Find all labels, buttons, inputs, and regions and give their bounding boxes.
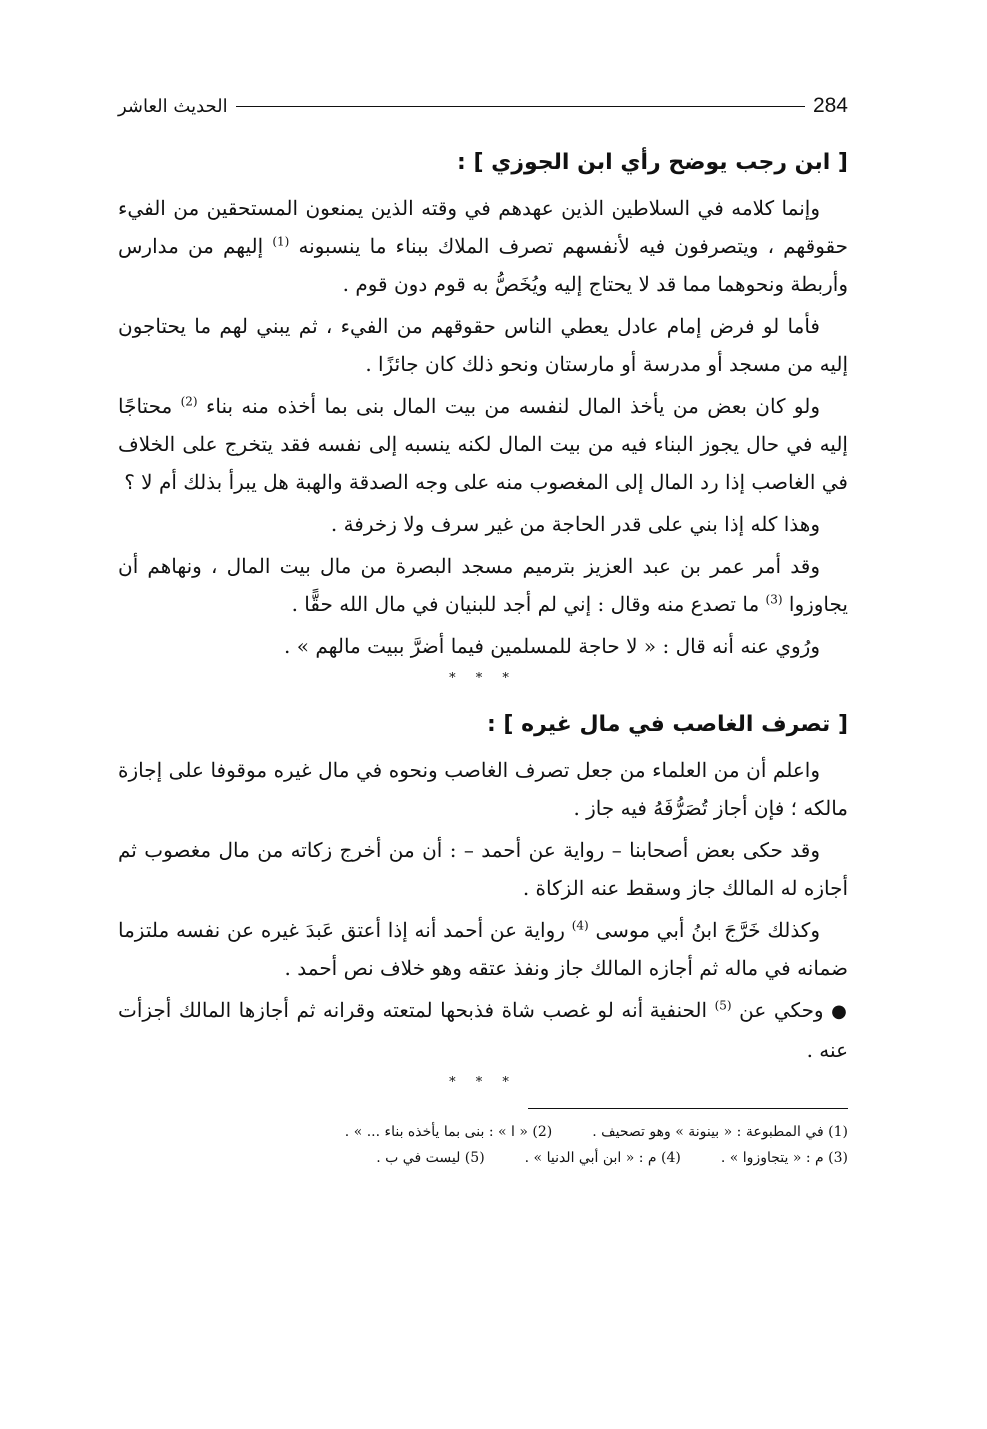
paragraph: فأما لو فرض إمام عادل يعطي الناس حقوقهم من الفيء ، ثم يبني لهم ما يحتاجون إليه من مسجد أو مدرسة أو مارستان ونحو ذلك كان جائزًا . [118, 314, 848, 376]
running-title: الحديث العاشر [118, 95, 228, 117]
footnote-5: (5) ليست في ب . [376, 1150, 485, 1166]
paragraph: وكذلك خَرَّجَ ابنُ أبي موسى $^{(4)}$ رواية عن أحمد أنه إذا أعتق عَبدَ غيره عن نفسه ملتزما ضمانه في ماله ثم أجازه المالك جاز ونفذ عتقه وهو خلاف نص أحمد . [118, 918, 848, 980]
paragraph: وهذا كله إذا بني على قدر الحاجة من غير سرف ولا زخرفة . [330, 512, 820, 536]
running-header [118, 88, 848, 124]
section-separator: * * * [449, 1075, 517, 1090]
paragraph: واعلم أن من العلماء من جعل تصرف الغاصب ونحوه في مال غيره موقوفا على إجازة مالكه ؛ فإن أجاز تُصَرُّفَهُ فيه جاز . [118, 758, 848, 820]
paragraph: ● وحكي عن $^{(5)}$ الحنفية أنه لو غصب شاة فذبحها لمتعته وقرانه ثم أجازها المالك أجزأت عنه . [118, 998, 849, 1062]
footnote-1: (1) في المطبوعة : « بينونة » وهو تصحيف . [592, 1124, 848, 1140]
paragraph: وقد أمر عمر بن عبد العزيز بترميم مسجد البصرة من مال بيت المال ، ونهاهم أن يجاوزوا $^{(3)}$ ما تصدع منه وقال : إني لم أجد للبنيان في مال الله حقًّا . [118, 554, 848, 616]
footnote-ref: (5) [714, 998, 732, 1013]
footnotes [118, 1119, 848, 1171]
footnote-2: (2) « ا » : بنى بما يأخذه بناء ... » . [344, 1124, 553, 1140]
paragraph: ورُوي عنه أنه قال : « لا حاجة للمسلمين فيما أضرَّ ببيت مالهم » . [284, 634, 820, 658]
footnote-4: (4) م : « ابن أبي الدنيا » . [524, 1150, 681, 1166]
footnote-ref: (3) [765, 592, 783, 607]
footnote-3: (3) م : « يتجاوزوا » . [720, 1150, 848, 1166]
footnote-ref: (2) [180, 394, 198, 409]
section-heading-usurper: [ تصرف الغاصب في مال غيره ] : [486, 712, 848, 737]
paragraph: وقد حكى بعض أصحابنا – رواية عن أحمد – : أن من أخرج زكاته من مال مغصوب ثم أجازه له المالك جاز وسقط عنه الزكاة . [118, 838, 848, 900]
paragraph: ولو كان بعض من يأخذ المال لنفسه من بيت المال بنى بما أخذه منه بناء $^{(2)}$ محتاجًا إليه في حال يجوز البناء فيه من بيت المال لكنه ينسبه إلى نفسه فقد يتخرج على الخلاف في الغاصب إذا رد المال إلى المغصوب منه على وجه الصدقة والهبة هل يبرأ بذلك أم لا ؟ [118, 394, 848, 494]
bullet-icon: ● [831, 1001, 849, 1022]
section-heading-ibn-rajab: [ ابن رجب يوضح رأي ابن الجوزي ] : [456, 150, 848, 175]
footnote-ref: (1) [272, 234, 290, 249]
header-rule [236, 106, 805, 107]
footnote-rule [528, 1108, 848, 1109]
page-number: 284 [812, 94, 848, 117]
footnote-ref: (4) [571, 918, 589, 933]
document-page [118, 88, 848, 1171]
paragraph: وإنما كلامه في السلاطين الذين عهدهم في وقته الذين يمنعون المستحقين من الفيء حقوقهم ، ويتصرفون فيه لأنفسهم تصرف الملاك ببناء ما ينسبونه $^{(1)}$ إليهم من مدارس وأربطة ونحوهما مما قد لا يحتاج إليه ويُخَصُّ به قوم دون قوم . [118, 196, 849, 296]
section-separator: * * * [449, 671, 517, 686]
